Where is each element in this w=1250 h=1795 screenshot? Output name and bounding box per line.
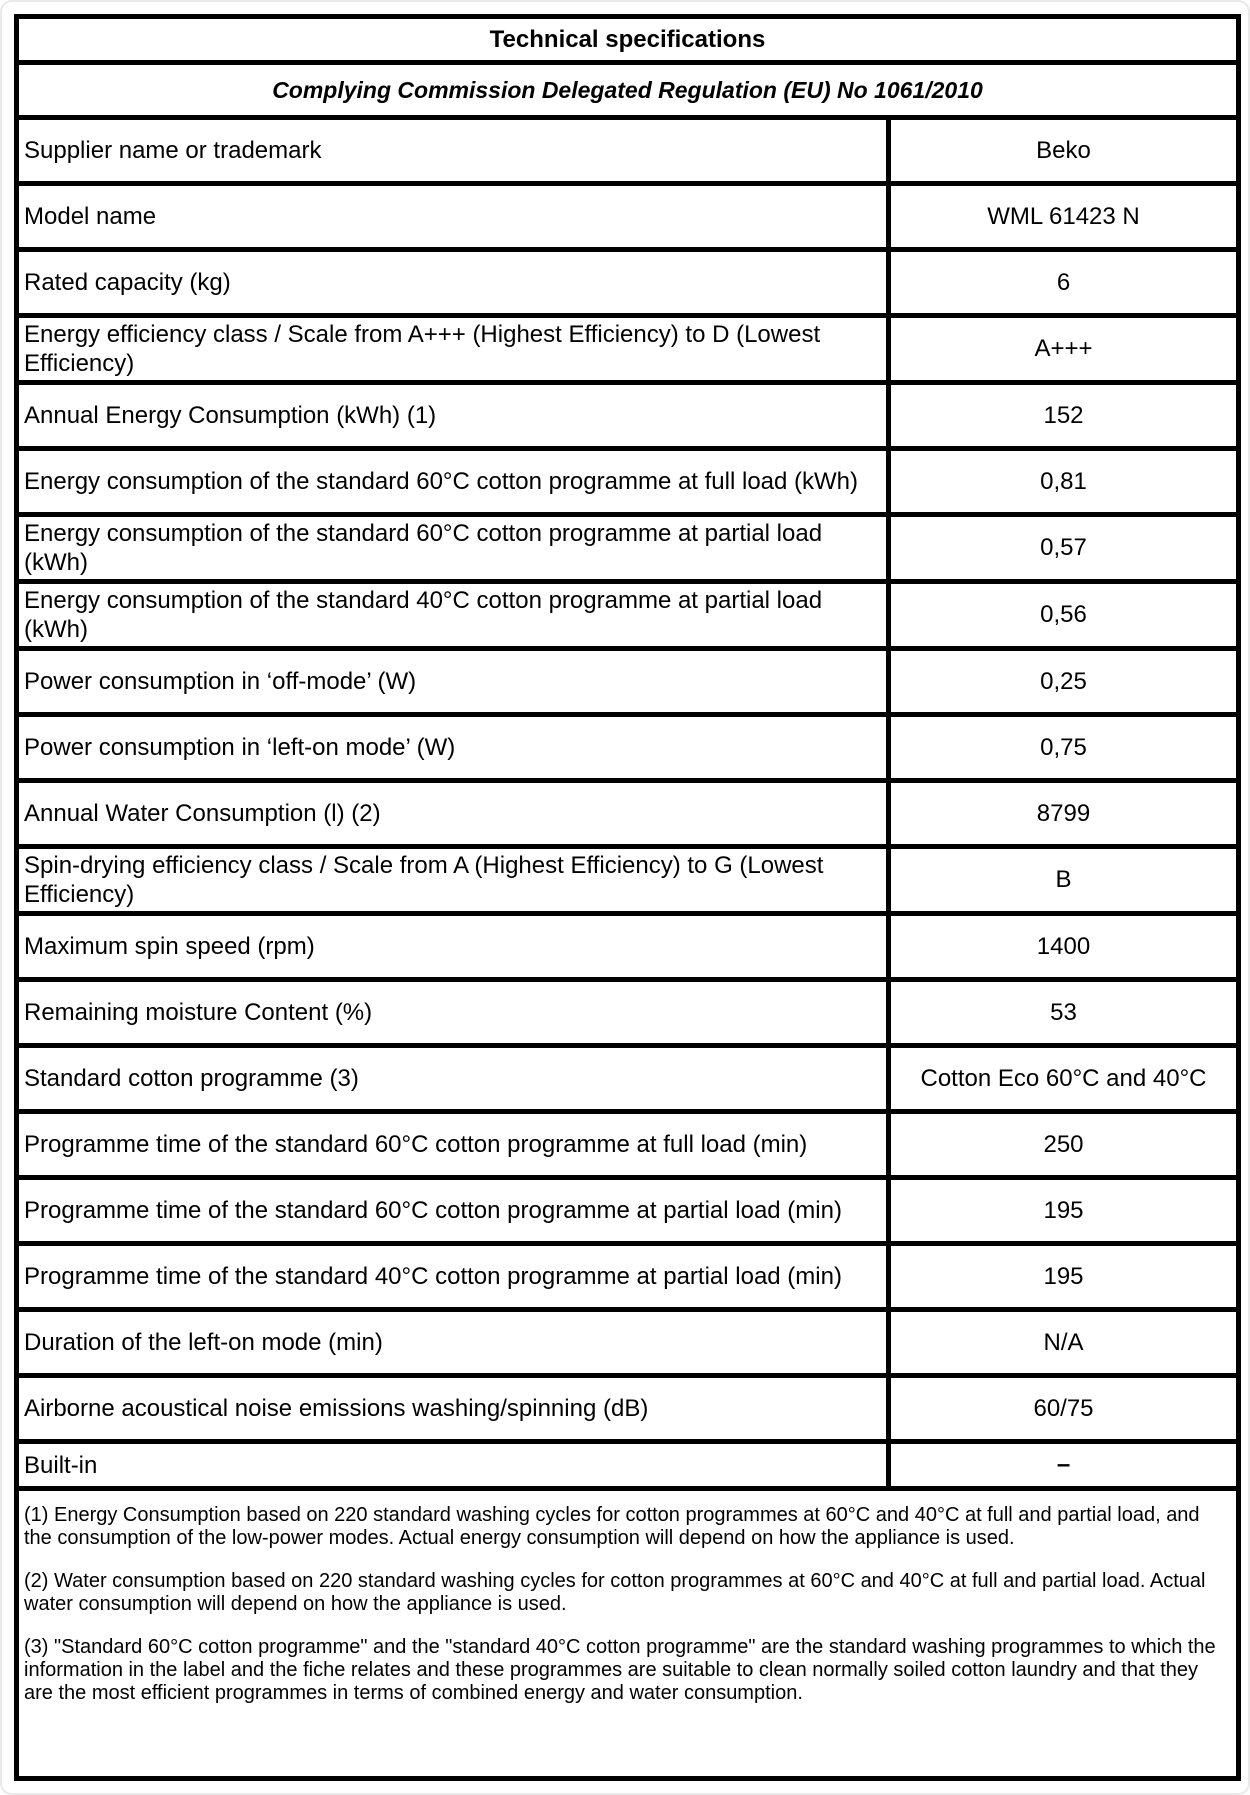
spec-label: Annual Energy Consumption (kWh) (1) — [17, 383, 889, 449]
footnotes-row — [17, 1489, 1239, 1779]
spec-row — [17, 1046, 1239, 1112]
spec-value: Beko — [889, 118, 1239, 184]
spec-table — [14, 14, 1241, 1781]
spec-label: Airborne acoustical noise emissions washing/spinning (dB) — [17, 1376, 889, 1442]
spec-label: Power consumption in ‘left-on mode’ (W) — [17, 715, 889, 781]
spec-value: A+++ — [889, 316, 1239, 383]
spec-row — [17, 1310, 1239, 1376]
spec-row — [17, 515, 1239, 582]
spec-value: 0,25 — [889, 649, 1239, 715]
spec-row — [17, 781, 1239, 847]
spec-row — [17, 184, 1239, 250]
spec-label: Energy efficiency class / Scale from A+++ (Highest Efficiency) to D (Lowest Efficiency) — [17, 316, 889, 383]
spec-label: Energy consumption of the standard 40°C cotton programme at partial load (kWh) — [17, 582, 889, 649]
spec-label: Duration of the left-on mode (min) — [17, 1310, 889, 1376]
title-row — [17, 17, 1239, 63]
spec-label: Programme time of the standard 60°C cotton programme at full load (min) — [17, 1112, 889, 1178]
spec-value: 8799 — [889, 781, 1239, 847]
spec-label: Energy consumption of the standard 60°C cotton programme at partial load (kWh) — [17, 515, 889, 582]
spec-value: 195 — [889, 1244, 1239, 1310]
spec-value: – — [889, 1442, 1239, 1489]
footnote-item: (1) Energy Consumption based on 220 standard washing cycles for cotton programmes at 60°C and 40°C at full and partial load, and the consumption of the low-power modes. Actual energy consumption will depend on how the appliance is used. — [24, 1504, 1200, 1549]
spec-value: 60/75 — [889, 1376, 1239, 1442]
spec-value: 1400 — [889, 914, 1239, 980]
spec-row — [17, 715, 1239, 781]
footnotes — [17, 1489, 1239, 1779]
spec-label: Standard cotton programme (3) — [17, 1046, 889, 1112]
spec-value: N/A — [889, 1310, 1239, 1376]
spec-row — [17, 1244, 1239, 1310]
spec-label: Model name — [17, 184, 889, 250]
spec-row — [17, 847, 1239, 914]
spec-row — [17, 914, 1239, 980]
spec-row — [17, 649, 1239, 715]
spec-value: 152 — [889, 383, 1239, 449]
spec-label: Programme time of the standard 40°C cotton programme at partial load (min) — [17, 1244, 889, 1310]
footnote-item: (3) "Standard 60°C cotton programme" and the "standard 40°C cotton programme" are the standard washing programmes to which the information in the label and the fiche relates and these programmes are suitable to clean normally soiled cotton laundry and that they are the most efficient programmes in terms of combined energy and water consumption. — [24, 1636, 1216, 1704]
spec-value: 6 — [889, 250, 1239, 316]
spec-row — [17, 1442, 1239, 1489]
spec-value: 0,75 — [889, 715, 1239, 781]
spec-value: B — [889, 847, 1239, 914]
spec-row — [17, 118, 1239, 184]
spec-value: 53 — [889, 980, 1239, 1046]
spec-row — [17, 250, 1239, 316]
spec-label: Spin-drying efficiency class / Scale from A (Highest Efficiency) to G (Lowest Efficiency) — [17, 847, 889, 914]
spec-value: 0,56 — [889, 582, 1239, 649]
footnote-item: (2) Water consumption based on 220 standard washing cycles for cotton programmes at 60°C and 40°C at full and partial load. Actual water consumption will depend on how the appliance is used. — [24, 1570, 1206, 1615]
spec-label: Annual Water Consumption (l) (2) — [17, 781, 889, 847]
spec-row — [17, 316, 1239, 383]
spec-row — [17, 582, 1239, 649]
spec-label: Built-in — [17, 1442, 889, 1489]
subtitle-row — [17, 63, 1239, 118]
spec-rows-body — [17, 118, 1239, 1489]
spec-row — [17, 383, 1239, 449]
spec-label: Rated capacity (kg) — [17, 250, 889, 316]
spec-value: Cotton Eco 60°C and 40°C — [889, 1046, 1239, 1112]
spec-label: Energy consumption of the standard 60°C cotton programme at full load (kWh) — [17, 449, 889, 515]
spec-row — [17, 980, 1239, 1046]
spec-row — [17, 1376, 1239, 1442]
regulation-subtitle: Complying Commission Delegated Regulation (EU) No 1061/2010 — [17, 63, 1239, 118]
spec-row — [17, 449, 1239, 515]
spec-label: Maximum spin speed (rpm) — [17, 914, 889, 980]
spec-value: 250 — [889, 1112, 1239, 1178]
spec-label: Remaining moisture Content (%) — [17, 980, 889, 1046]
spec-row — [17, 1178, 1239, 1244]
spec-value: 0,81 — [889, 449, 1239, 515]
spec-label: Supplier name or trademark — [17, 118, 889, 184]
spec-row — [17, 1112, 1239, 1178]
spec-label: Programme time of the standard 60°C cotton programme at partial load (min) — [17, 1178, 889, 1244]
spec-label: Power consumption in ‘off-mode’ (W) — [17, 649, 889, 715]
spec-value: 195 — [889, 1178, 1239, 1244]
page-title: Technical specifications — [17, 17, 1239, 63]
spec-value: 0,57 — [889, 515, 1239, 582]
spec-value: WML 61423 N — [889, 184, 1239, 250]
